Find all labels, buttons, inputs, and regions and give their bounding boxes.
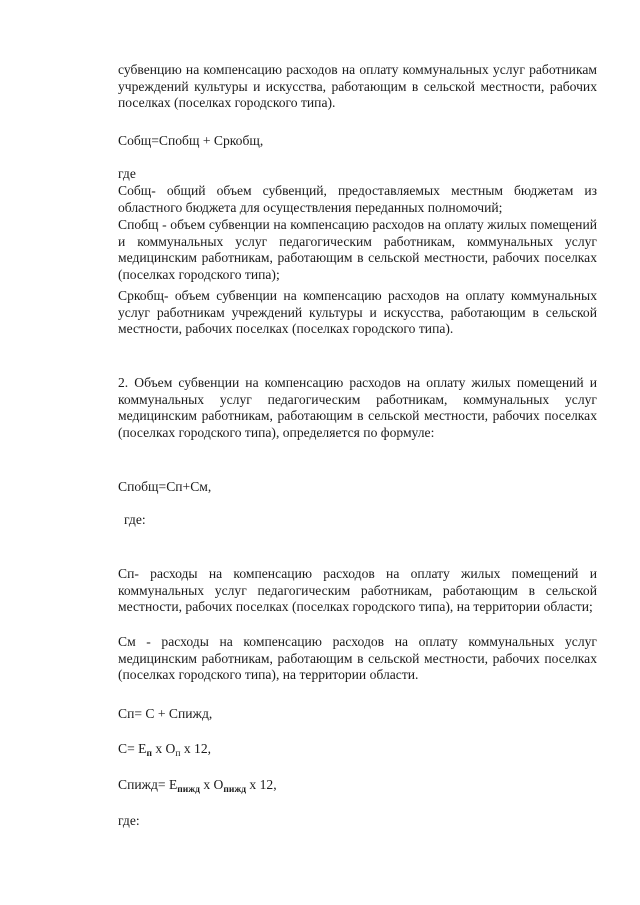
formula-total: Собщ=Спобщ + Сркобщ, (118, 133, 264, 148)
where-label-1: где (118, 166, 136, 181)
definition-sp: Сп- расходы на компенсацию расходов на оплату жилых помещений и коммунальных услуг педагогическим работникам, работающим в сельской местности, рабочих поселках (поселках городского типа), на территории области; (118, 566, 597, 615)
definition-spobshch: Спобщ - объем субвенции на компенсацию расходов на оплату жилых помещений и коммунальных услуг педагогическим работникам, коммунальных услуг медицинским работникам, работающим в сельской местности, рабочих поселках (поселках городского типа); (118, 217, 597, 282)
definition-sm: См - расходы на компенсацию расходов на оплату коммунальных услуг медицинским работникам, работающим в сельской местности, рабочих поселках (поселках городского типа), на территории области. (118, 634, 597, 683)
paragraph-intro: субвенцию на компенсацию расходов на оплату коммунальных услуг работникам учреждений культуры и искусства, работающим в сельской местности, рабочих поселках (поселках городского типа). (118, 62, 597, 111)
where-label-3: где: (118, 813, 140, 828)
where-label-2: где: (124, 512, 146, 527)
definition-sobshch: Собщ- общий объем субвенций, предоставляемых местным бюджетам из областного бюджета для осуществления переданных полномочий; (118, 183, 597, 215)
paragraph-2: 2. Объем субвенции на компенсацию расходов на оплату жилых помещений и коммунальных услуг педагогическим работникам, коммунальных услуг медицинским работникам, работающим в сельской местности, рабочих поселках (поселках городского типа), определяется по формуле: (118, 375, 597, 440)
formula-spizhd: Спижд= $Е_{пижд}$ х $О_{пижд}$ х 12, (118, 777, 277, 795)
definition-srkobshch: Сркобщ- объем субвенции на компенсацию расходов на оплату коммунальных услуг работникам учреждений культуры и искусства, работающим в сельской местности, рабочих поселках (поселках городского типа). (118, 288, 597, 337)
formula-sp: Сп= С + Спижд, (118, 706, 213, 721)
formula-spobshch: Спобщ=Сп+См, (118, 479, 212, 494)
formula-c: $С= Е_п$ х $О_п$ х 12, (118, 741, 212, 759)
